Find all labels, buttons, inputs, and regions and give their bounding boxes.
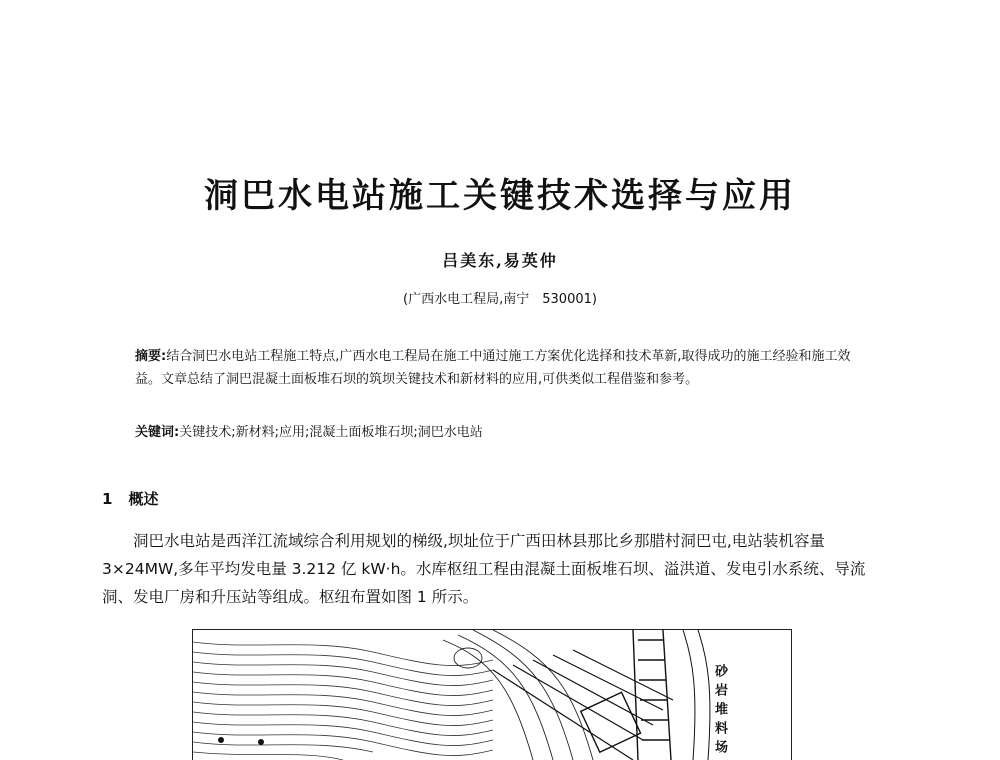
abstract xyxy=(135,345,860,391)
layout-map-figure xyxy=(192,629,792,760)
section-title: 概述 xyxy=(128,490,159,508)
paper-affiliation: (广西水电工程局,南宁 530001) xyxy=(403,292,597,307)
paper-authors: 吕美东,易英仲 xyxy=(442,251,558,270)
abstract-label: 摘要: xyxy=(135,349,167,364)
section-heading xyxy=(102,488,158,509)
keywords-label: 关键词: xyxy=(135,425,180,440)
paper-title: 洞巴水电站施工关键技术选择与应用 xyxy=(204,176,796,216)
keywords-text: 关键技术;新材料;应用;混凝土面板堆石坝;洞巴水电站 xyxy=(179,425,483,440)
figure-label-sandstone-stockpile: 砂岩堆料场 xyxy=(712,664,727,759)
contour-map-drawing xyxy=(193,630,791,760)
keywords xyxy=(135,421,860,440)
section-number: 1 xyxy=(102,490,113,508)
abstract-text: 结合洞巴水电站工程施工特点,广西水电工程局在施工中通过施工方案优化选择和技术革新,取得成功的施工经验和施工效益。文章总结了洞巴混凝土面板堆石坝的筑坝关键技术和新材料的应用,可供类似工程借鉴和参考。 xyxy=(135,349,851,387)
section-paragraph: 洞巴水电站是西洋江流域综合利用规划的梯级,坝址位于广西田林县那比乡那腊村洞巴屯,电站装机容量 3×24MW,多年平均发电量 3.212 亿 kW·h。水库枢纽工程由混凝土面板堆石坝、溢洪道、发电引水系统、导流洞、发电厂房和升压站等组成。枢纽布置如图 1 所示。 xyxy=(102,532,866,606)
